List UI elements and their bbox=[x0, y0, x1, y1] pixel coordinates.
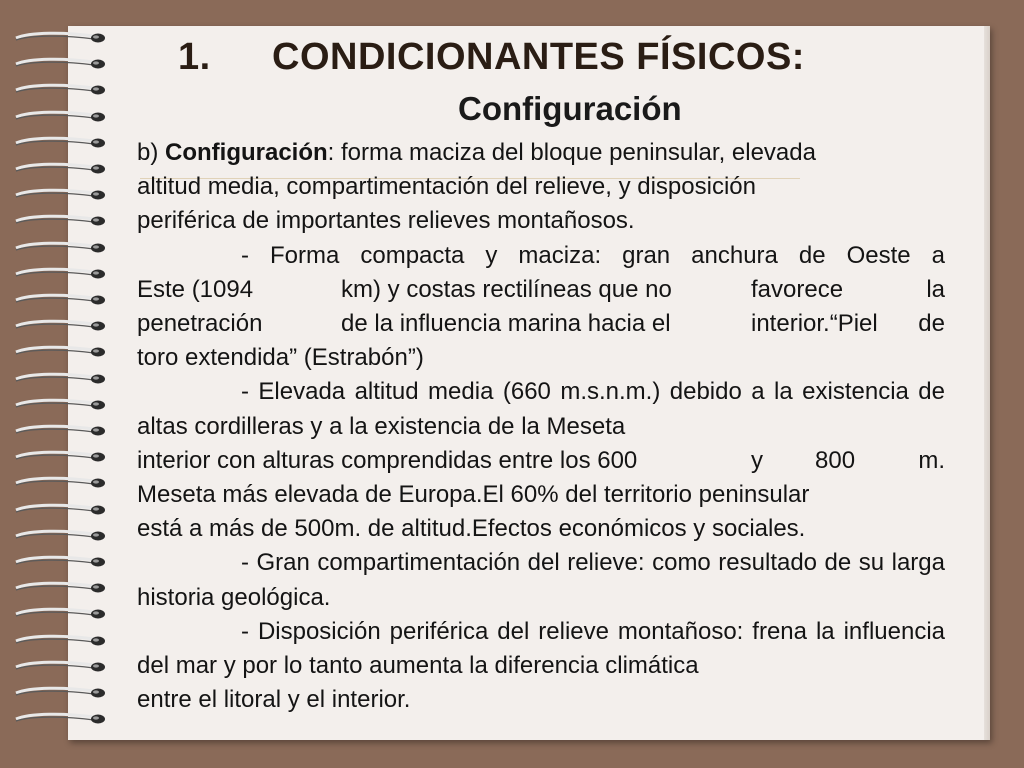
spiral-coil bbox=[10, 82, 110, 100]
spiral-coil bbox=[10, 56, 110, 74]
spiral-coil bbox=[10, 528, 110, 546]
intro-line1: : forma maciza del bloque peninsular, elevada bbox=[327, 139, 816, 166]
spiral-coil bbox=[10, 659, 110, 677]
forma-line2-c: favorece bbox=[751, 275, 844, 303]
spiral-coil bbox=[10, 135, 110, 153]
disposicion-first-lines bbox=[137, 615, 945, 683]
elevada-line4: Meseta más elevada de Europa.El 60% del territorio peninsular bbox=[137, 481, 810, 509]
disposicion-first-text: - Disposición periférica del relieve montañoso: frena la influencia del mar y por lo tanto aumenta la diferencia climática bbox=[137, 617, 945, 680]
disposicion-last-line: entre el litoral y el interior. bbox=[137, 686, 411, 714]
spiral-coil bbox=[10, 161, 110, 179]
spiral-coil bbox=[10, 580, 110, 598]
forma-line1: - Forma compacta y maciza: gran anchura de Oeste a bbox=[241, 241, 945, 269]
spiral-coil bbox=[10, 292, 110, 310]
spiral-coil bbox=[10, 30, 110, 48]
spiral-coil bbox=[10, 344, 110, 362]
disposicion-paragraph bbox=[137, 615, 945, 718]
spiral-coil bbox=[10, 685, 110, 703]
spiral-coil bbox=[10, 109, 110, 127]
forma-line2-d: la bbox=[926, 275, 945, 303]
elevada-line5: está a más de 500m. de altitud.Efectos económicos y sociales. bbox=[137, 515, 806, 543]
intro-line2: altitud media, compartimentación del relieve, y disposición bbox=[137, 173, 756, 201]
page-title bbox=[178, 36, 938, 79]
elevada-line3-c: 800 bbox=[815, 446, 856, 474]
spiral-coil bbox=[10, 502, 110, 520]
intro-prefix: b) bbox=[137, 139, 166, 166]
elevada-line3-b: y bbox=[751, 446, 763, 474]
forma-line3-c: interior.“Piel bbox=[751, 310, 878, 338]
forma-paragraph bbox=[137, 239, 945, 376]
spiral-coil bbox=[10, 449, 110, 467]
spiral-coil bbox=[10, 187, 110, 205]
intro-line3: periférica de importantes relieves montañosos. bbox=[137, 207, 635, 235]
spiral-coil bbox=[10, 606, 110, 624]
intro-paragraph bbox=[137, 136, 945, 239]
title-number: 1. bbox=[178, 36, 211, 78]
elevada-paragraph bbox=[137, 375, 945, 546]
spiral-coil bbox=[10, 240, 110, 258]
elevada-first-lines bbox=[137, 375, 945, 443]
spiral-coil bbox=[10, 371, 110, 389]
page-subtitle: Configuración bbox=[458, 90, 682, 127]
spiral-coil bbox=[10, 475, 110, 493]
spiral-coil bbox=[10, 266, 110, 284]
forma-line4: toro extendida” (Estrabón”) bbox=[137, 344, 424, 372]
compartimentacion-text: - Gran compartimentación del relieve: como resultado de su larga historia geológica. bbox=[137, 549, 945, 611]
elevada-line3-a: interior con alturas comprendidas entre los 600 bbox=[137, 446, 638, 474]
forma-line3-b: de la influencia marina hacia el bbox=[341, 310, 671, 338]
spiral-binding bbox=[10, 30, 110, 750]
forma-line3-d: de bbox=[918, 310, 945, 338]
forma-line2-b: km) y costas rectilíneas que no bbox=[341, 275, 672, 303]
elevada-line3-d: m. bbox=[918, 446, 945, 474]
compartimentacion-paragraph bbox=[137, 546, 945, 614]
spiral-coil bbox=[10, 397, 110, 415]
spiral-coil bbox=[10, 423, 110, 441]
body-text bbox=[137, 136, 945, 717]
forma-line2-a: Este (1094 bbox=[137, 275, 254, 303]
title-text: CONDICIONANTES FÍSICOS: bbox=[272, 36, 805, 78]
spiral-coil bbox=[10, 633, 110, 651]
spiral-coil bbox=[10, 213, 110, 231]
intro-bold-term: Configuración bbox=[165, 139, 328, 166]
spiral-coil bbox=[10, 711, 110, 729]
page-edge bbox=[984, 26, 990, 740]
spiral-coil bbox=[10, 318, 110, 336]
elevada-first-text: - Elevada altitud media (660 m.s.n.m.) debido a la existencia de altas cordilleras y a la existencia de la Meseta bbox=[137, 378, 945, 440]
spiral-coil bbox=[10, 554, 110, 572]
forma-line3-a: penetración bbox=[137, 310, 263, 338]
